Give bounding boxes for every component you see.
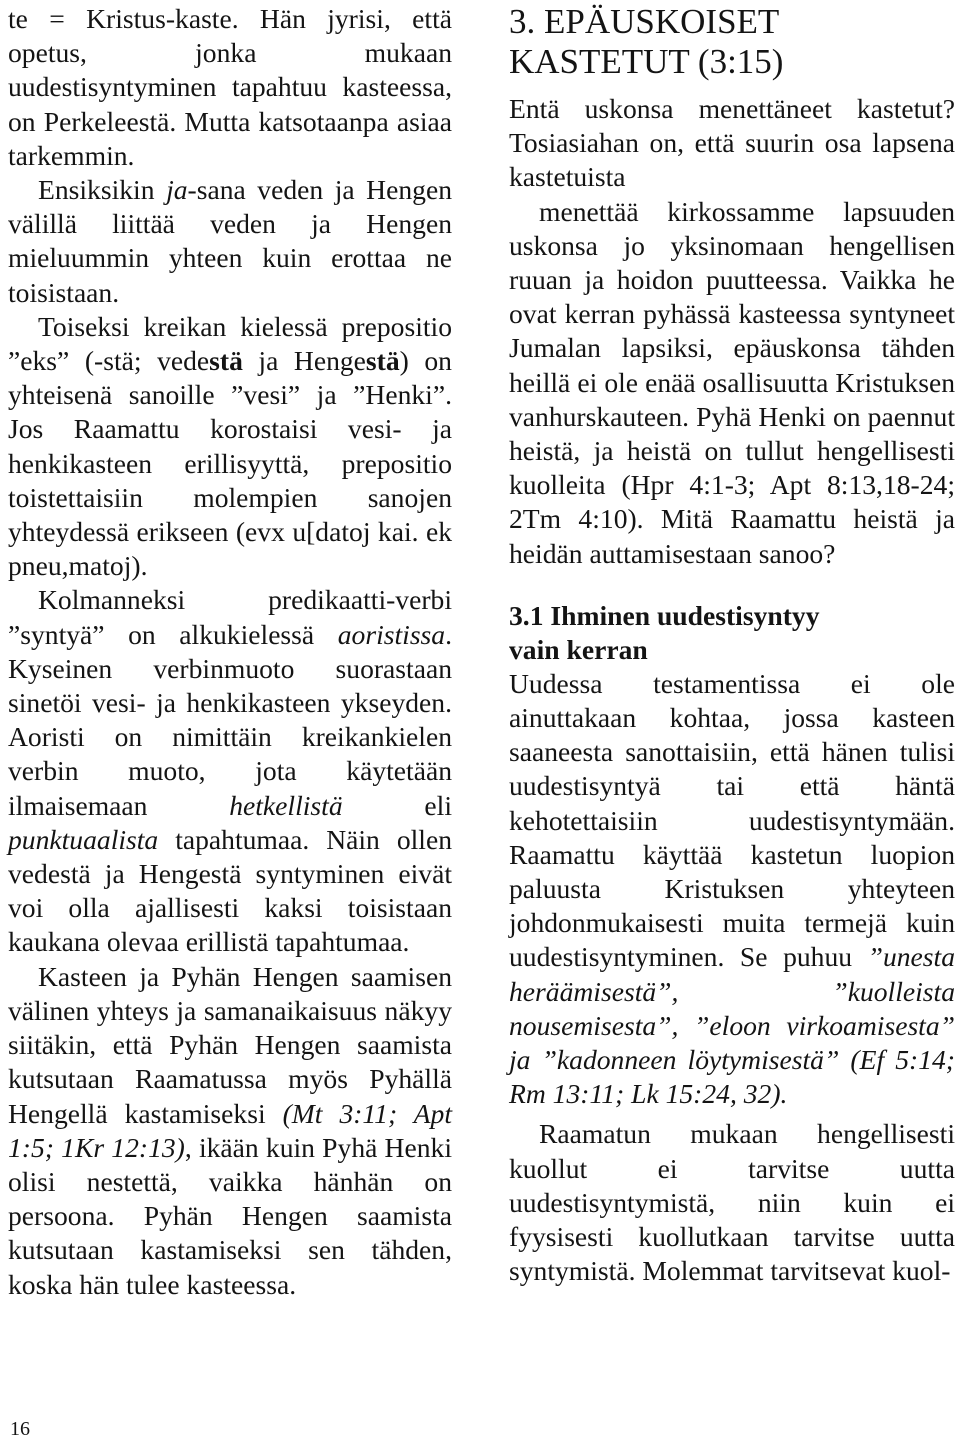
- paragraph-continuation: te = Kristus-kaste. Hän jyrisi, että opetus, jonka mukaan uudestisyntyminen tapahtuu kasteessa, on Perkeleestä. Mutta katsotaanpa asiaa tarkemmin.: [8, 3, 452, 171]
- bold-suffix: stä: [365, 345, 400, 377]
- page-number: 16: [10, 1418, 30, 1440]
- paragraph-enta: Entä uskonsa menettäneet kastetut? Tosiasiahan on, että suurin osa lapsena kastetuista: [509, 93, 955, 193]
- paragraph-uudessa: Uudessa testamentissa ei ole ainuttakaan kohtaa, jossa kasteen saaneesta sanottaisiin, että hänen tulisi uudestisyntyä tai että häntä kehotettaisiin uudestisyntymään. Raamattu käyttää kastetun luopion paluusta Kristuksen yhteyteen johdonmukaisesti muita termejä kuin uudestisyntyminen. Se puhuu ”unesta heräämisestä”, ”kuolleista nousemisesta”, ”eloon virkoamisesta” ja ”kadonneen löytymisestä” (Ef 5:14; Rm 13:11; Lk 15:24, 32).: [509, 667, 955, 1110]
- italic-term: aoristissa: [337, 618, 446, 650]
- section-heading: 3.1 Ihminen uudestisyntyy vain kerran: [509, 599, 820, 665]
- paragraph-raamatun: Raamatun mukaan hengellisesti kuollut ei tarvitse uutta uudestisyntymistä, niin kuin ei fyysisesti kuollutkaan tarvitse uutta syntymistä. Molemmat tarvitsevat kuol-: [509, 1118, 955, 1287]
- italic-term: hetkellistä: [229, 789, 343, 821]
- paragraph-menettaa: menettää kirkossamme lapsuuden uskonsa jo yksinomaan hengellisen ruuan ja hoidon puutteessa. Vaikka he ovat kerran pyhässä kasteessa syntyneet Jumalan lapsiksi, epäuskonsa tähden heillä ei ole enää osallisuutta Kristuksen vanhurskauteen. Pyhä Henki on paennut heistä, ja heistä on tullut hengellisesti kuolleita (Hpr 4:1-3; Apt 8:13,18-24; 2Tm 4:10). Mitä Raamattu heistä ja heidän auttamisestaan sanoo?: [509, 195, 955, 569]
- right-column: [509, 2, 955, 1289]
- paragraph-kolmanneksi: Kolmanneksi predikaatti-verbi ”syntyä” on alkukielessä aoristissa. Kyseinen verbinmuoto suorastaan sinetöi vesi- ja henkikasteen ykseyden. Aoristi on nimittäin kreikankielen verbin muoto, jota käytetään ilmaisemaan hetkellistä eli punktuaalista tapahtumaa. Näin ollen vedestä ja Hengestä syntyminen eivät voi olla ajallisesti kaksi toisistaan kaukana olevaa erillistä tapahtumaa.: [8, 584, 452, 958]
- chapter-heading: 3. EPÄUSKOISET KASTETUT (3:15): [509, 2, 784, 81]
- bold-suffix: stä: [209, 345, 243, 377]
- scripture-reference: (Mt 3:11; Apt 1:5; 1Kr 12:13): [8, 1097, 452, 1163]
- paragraph-toiseksi: Toiseksi kreikan kielessä prepositio ”eks” (-stä; vedestä ja Hengestä) on yhteisenä sanoille ”vesi” ja ”Henki”. Jos Raamattu korostaisi vesi- ja henkikasteen erillisyyttä, prepositio toistettaisiin molempien sanojen yhteydessä erikseen (evx u[datoj kai. ek pneu,matoj).: [8, 310, 452, 582]
- italic-term: ja: [166, 174, 188, 206]
- paragraph-kasteen: Kasteen ja Pyhän Hengen saamisen välinen yhteys ja samanaikaisuus näkyy siitäkin, että Pyhän Hengen saamista kutsutaan Raamatussa myös Pyhällä Hengellä kastamiseksi (Mt 3:11; Apt 1:5; 1Kr 12:13), ikään kuin Pyhä Henki olisi nestettä, vaikka hänhän on persoona. Pyhän Hengen saamista kutsutaan kastamiseksi sen tähden, koska hän tulee kasteessa.: [8, 960, 452, 1300]
- left-column: [8, 2, 452, 1302]
- italic-term: punktuaalista: [8, 823, 159, 855]
- paragraph-ensiksikin: Ensiksikin ja-sana veden ja Hengen välillä liittää veden ja Hengen mieluummin yhteen kuin erottaa ne toisistaan.: [8, 174, 452, 308]
- italic-quotations: ”unesta heräämisestä”, ”kuolleista nousemisesta”, ”eloon virkoamisesta” ja ”kadonneen löytymisestä” (Ef 5:14; Rm 13:11; Lk 15:24, 32).: [509, 941, 955, 1110]
